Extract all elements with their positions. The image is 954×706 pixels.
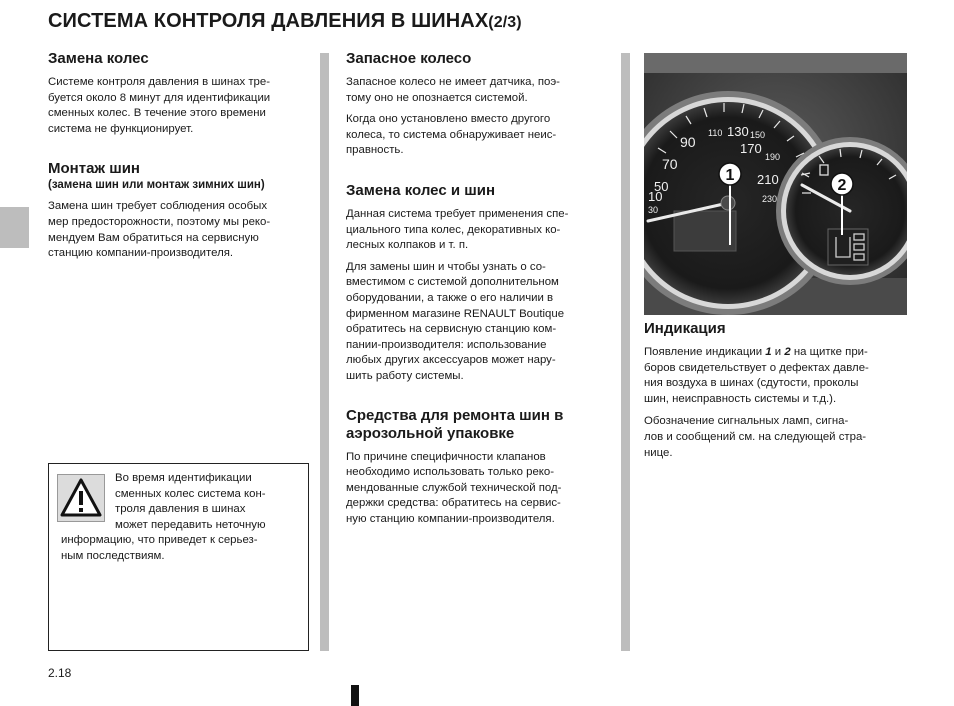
text-line: боров свидетельствует о дефектах давле-	[644, 361, 869, 374]
paragraph-wheel-change	[48, 75, 309, 137]
heading-line: Средства для ремонта шин в	[346, 406, 564, 424]
text-line: буется около 8 минут для идентификации	[48, 91, 271, 104]
text-line: оборудовании, а также о его наличии в	[346, 291, 554, 304]
heading-tire-mounting: Монтаж шин	[48, 160, 140, 178]
column-divider	[621, 53, 630, 651]
text-line: Обозначение сигнальных ламп, сигна-	[644, 415, 849, 428]
text-line: колеса, то система обнаруживает неис-	[346, 128, 557, 141]
page-number: 2.18	[48, 666, 72, 680]
text-line: тому оно не опознается системой.	[346, 91, 528, 104]
column-divider	[320, 53, 329, 651]
text-line: Во время идентификации	[115, 472, 252, 484]
section-tab	[0, 207, 29, 248]
text-line: вместимом с системой дополнительном	[346, 276, 559, 289]
text-line: Запасное колесо не имеет датчика, поэ-	[346, 76, 560, 88]
speedo-label: 90	[680, 134, 696, 150]
text-run: Появление индикации	[644, 346, 766, 358]
text-line: Для замены шин и чтобы узнать о со-	[346, 260, 546, 273]
text-line: мер предосторожности, поэтому мы реко-	[48, 215, 271, 228]
text-run: и	[771, 346, 785, 358]
text-line: держки средства: обратитесь на сервис-	[346, 497, 561, 510]
text-line: шин, неисправность системы и т.д.).	[644, 392, 837, 405]
callout-1: 1	[725, 167, 735, 184]
speedo-label: 190	[765, 152, 781, 162]
text-line: По причине специфичности клапанов	[346, 450, 546, 463]
text-line: мендуем Вам обратиться на сервисную	[48, 231, 259, 244]
speedo-label: 110	[708, 128, 723, 138]
text-line: троля давления в шинах	[115, 503, 246, 516]
text-line: сменных колес система кон-	[115, 487, 266, 500]
paragraph-spare-1	[346, 75, 608, 106]
speedo-label: 130	[727, 124, 749, 139]
text-line: система не функционирует.	[48, 122, 194, 135]
text-line: необходимо использовать только реко-	[346, 466, 555, 479]
text-line: шить работу системы.	[346, 369, 464, 382]
text-run: на щитке при-	[790, 346, 868, 358]
ref-1: 1	[765, 346, 772, 358]
heading-spare-wheel: Запасное колесо	[346, 50, 472, 67]
speedo-label: 50	[654, 179, 669, 194]
heading-wheels-tires: Замена колес и шин	[346, 181, 496, 199]
text-line: фирменном магазине RENAULT Boutique	[346, 307, 565, 320]
text-line: Данная система требует применения спе-	[346, 207, 569, 220]
text-line: правность.	[346, 144, 404, 157]
text-line: Когда оно установлено вместо другого	[346, 113, 551, 126]
speedo-label: 30	[648, 205, 659, 215]
speedo-label: 230	[762, 194, 778, 204]
text-line: нице.	[644, 446, 673, 459]
speedo-label: 70	[662, 156, 678, 172]
warning-text	[61, 471, 299, 565]
text-line: пании-производителя: использование	[346, 338, 547, 351]
text-line: станцию компании-производителя.	[48, 247, 234, 260]
text-line: лесных колпаков и т. п.	[346, 239, 469, 252]
ref-2: 2	[784, 346, 791, 358]
warning-box	[48, 463, 309, 651]
speedo-label: 170	[740, 141, 762, 156]
page-title-part: (2/3)	[488, 14, 522, 31]
text-line: любых других аксессуаров может нару-	[346, 354, 556, 367]
paragraph-indication-2	[644, 414, 907, 461]
column-1	[48, 50, 309, 262]
paragraph-aerosol	[346, 450, 608, 528]
paragraph-wheels-1	[346, 207, 608, 254]
column-2	[346, 50, 608, 527]
text-line: Системе контроля давления в шинах тре-	[48, 76, 271, 88]
text-line: ным последствиям.	[61, 549, 165, 562]
text-line: мендованные службой технической под-	[346, 481, 562, 494]
paragraph-indication-1	[644, 345, 907, 407]
paragraph-wheels-2	[346, 260, 608, 385]
heading-aerosol-repair	[346, 407, 608, 443]
paragraph-spare-2	[346, 112, 608, 159]
speedo-label: 210	[757, 172, 779, 187]
dashboard-photo	[644, 53, 907, 315]
subheading-tire-mounting: (замена шин или монтаж зимних шин)	[48, 179, 265, 192]
text-line: лов и сообщений см. на следующей стра-	[644, 430, 867, 443]
text-line: информацию, что приведет к серьез-	[61, 534, 258, 547]
text-line: циального типа колес, декоративных ко-	[346, 223, 561, 236]
speedo-label: 150	[750, 130, 766, 140]
column-3	[644, 320, 907, 461]
text-line	[644, 345, 907, 361]
text-line: ния воздуха в шинах (сдутости, проколы	[644, 377, 859, 390]
text-line: может передавить неточную	[115, 518, 266, 531]
speedo-label: 10	[648, 189, 663, 204]
text-line: сменных колес. В течение этого времени	[48, 107, 266, 120]
text-line: обратитесь на сервисную станцию ком-	[346, 323, 557, 336]
callout-2: 2	[837, 177, 847, 194]
text-line: Замена шин требует соблюдения особых	[48, 200, 268, 213]
heading-wheel-change: Замена колес	[48, 50, 149, 67]
page-title: СИСТЕМА КОНТРОЛЯ ДАВЛЕНИЯ В ШИНАХ(2/3)	[48, 10, 522, 32]
footer-mark	[351, 685, 359, 706]
heading-line: аэрозольной упаковке	[346, 424, 515, 442]
heading-indication: Индикация	[644, 320, 726, 337]
text-line: ную станцию компании-производителя.	[346, 512, 555, 525]
paragraph-tire-mounting	[48, 199, 309, 261]
